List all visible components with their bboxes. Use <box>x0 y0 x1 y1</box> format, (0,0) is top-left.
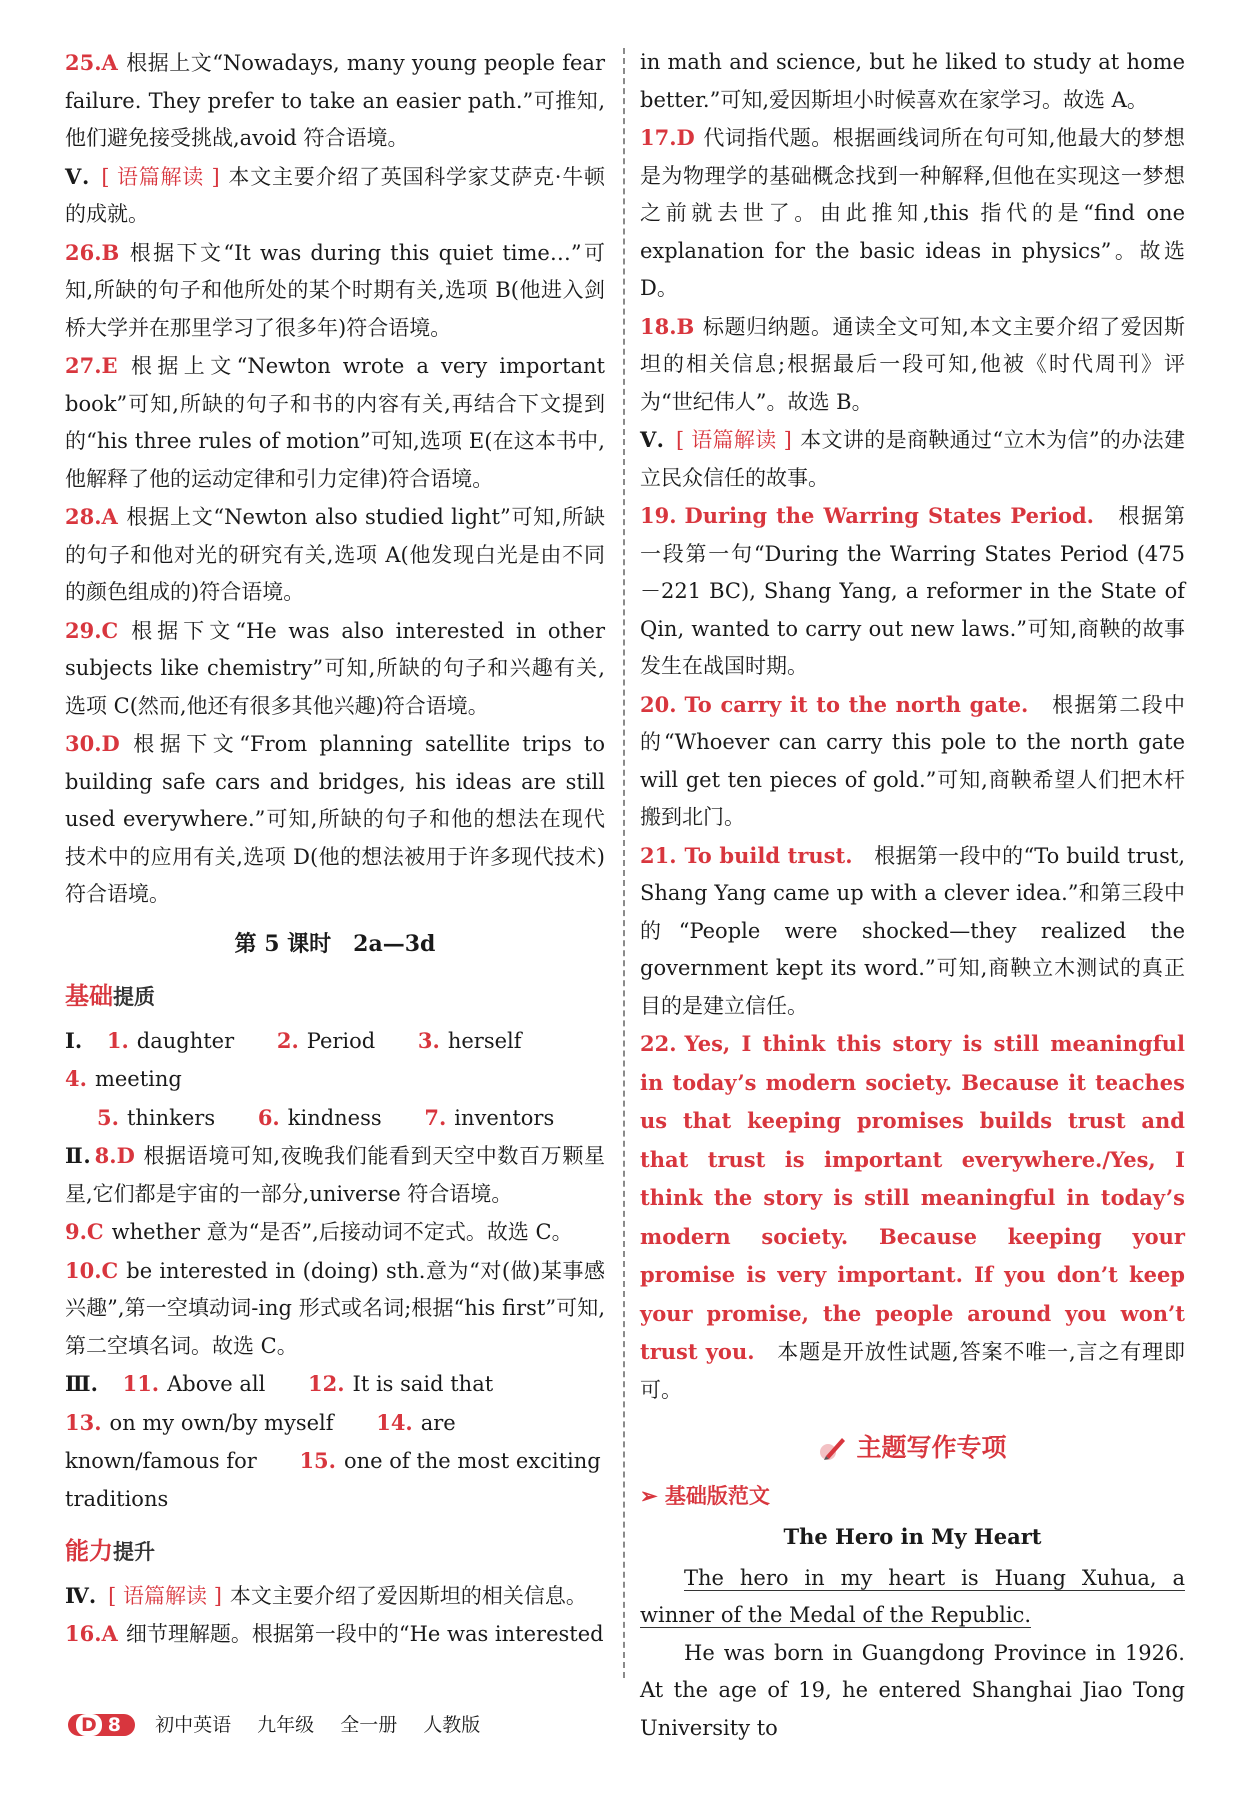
lesson-heading: 第 5 课时 2a—3d <box>234 930 436 957</box>
answer-25: 25.A 根据上文“Nowadays, many young people fear failure. They prefer to take an easier path.”可推知,他们避免接受挑战,avoid 符合语境。 <box>65 50 605 150</box>
basic-section-heading: 基础提质 <box>65 981 155 1010</box>
basic-sample-subhead: ➢ 基础版范文 <box>640 1482 770 1508</box>
section-5-reading: Ⅴ. [ 语篇解读 ] 本文主要介绍了英国科学家艾萨克·牛顿的成就。 <box>65 163 605 226</box>
answer-10: 10.C be interested in (doing) sth.意为“对(做)某事感兴趣”,第一空填动词-ing 形式或名词;根据“his first”可知,第二空填名词。故选 C。 <box>65 1257 605 1358</box>
footer-edition: 人教版 <box>423 1714 481 1736</box>
section-4-reading: Ⅳ. [ 语篇解读 ] 本文主要介绍了爱因斯坦的相关信息。 <box>65 1582 587 1608</box>
answer-17: 17.D 代词指代题。根据画线词所在句可知,他最大的梦想是为物理学的基础概念找到一种解释,但他在实现这一梦想之前就去世了。由此推知,this 指代的是“find one explanation for the basic ideas in physics”。故选 D。 <box>640 125 1185 300</box>
footer-volume: 全一册 <box>340 1714 398 1736</box>
footer-subject: 初中英语 <box>155 1714 232 1736</box>
essay-title: The Hero in My Heart <box>783 1524 1042 1549</box>
right-column <box>640 44 1185 1747</box>
essay-paragraph-1: The hero in my heart is Huang Xuhua, a winner of the Medal of the Republic. <box>640 1565 1185 1627</box>
answer-30: 30.D 根据下文“From planning satellite trips to building safe cars and bridges, his ideas are still used everywhere.”可知,所缺的句子和他的想法在现代技术中的应用有关,选项 D(他的想法被用于许多现代技术)符合语境。 <box>65 731 605 906</box>
ability-section-heading: 能力提升 <box>65 1536 155 1565</box>
column-divider <box>623 48 625 1678</box>
essay-paragraph-2: He was born in Guangdong Province in 1926. At the age of 19, he entered Shanghai Jiao Tong University to <box>640 1640 1185 1740</box>
footer-grade: 九年级 <box>257 1714 315 1736</box>
page-number-badge: D 8 <box>68 1714 135 1736</box>
answer-18: 18.B 标题归纳题。通读全文可知,本文主要介绍了爱因斯坦的相关信息;根据最后一段可知,他被《时代周刊》评为“世纪伟人”。故选 B。 <box>640 313 1185 414</box>
section-1-row-2: 5. thinkers 6. kindness 7. inventors <box>97 1104 555 1130</box>
answer-20: 20. To carry it to the north gate. 根据第二段中的“Whoever can carry this pole to the north gate will get ten pieces of gold.”可知,商鞅希望人们把木杆搬到北门。 <box>640 691 1186 829</box>
answer-8: Ⅱ. 8.D 根据语境可知,夜晚我们能看到天空中数百万颗星星,它们都是宇宙的一部分,universe 符合语境。 <box>65 1143 605 1206</box>
answer-19: 19. During the Warring States Period. 根据第一段第一句“During the Warring States Period (475－221 BC), Shang Yang, a reformer in the State of Qin, wanted to carry out new laws.”可知,商鞅的故事发生在战国时期。 <box>640 503 1185 678</box>
answer-22: 22. Yes, I think this story is still meaningful in today’s modern society. Because it teaches us that keeping promises builds trust and that trust is important everywhere./Yes, I think the story is still meaningful in today’s modern society. Because keeping your promise is very important. If you don’t keep your promise, the people around you won’t trust you. 本题是开放性试题,答案不唯一,言之有理即可。 <box>640 1031 1186 1402</box>
answer-26: 26.B 根据下文“It was during this quiet time…”可知,所缺的句子和他所处的某个时期有关,选项 B(他进入剑桥大学并在那里学习了很多年)符合语境。 <box>65 239 605 340</box>
page-footer <box>68 1710 500 1737</box>
answer-27: 27.E 根据上文“Newton wrote a very important book”可知,所缺的句子和书的内容有关,再结合下文提到的“his three rules of motion”可知,选项 E(在这本书中,他解释了他的运动定律和引力定律)符合语境。 <box>65 353 605 491</box>
answer-16: 16.A 细节理解题。根据第一段中的“He was interested <box>65 1621 604 1646</box>
answer-16-continued: in math and science, but he liked to study at home better.”可知,爱因斯坦小时候喜欢在家学习。故选 A。 <box>640 50 1185 112</box>
answer-29: 29.C 根据下文“He was also interested in other subjects like chemistry”可知,所缺的句子和兴趣有关,选项 C(然而,他还有很多其他兴趣)符合语境。 <box>65 617 605 718</box>
left-column <box>65 44 605 1654</box>
answer-9: 9.C whether 意为“是否”,后接动词不定式。故选 C。 <box>65 1219 573 1244</box>
answer-21: 21. To build trust. 根据第一段中的“To build trust, Shang Yang came up with a clever idea.”和第三段中的“People were shocked—they realized the government kept its word.”可知,商鞅立木测试的真正目的是建立信任。 <box>640 842 1186 1018</box>
pen-icon <box>818 1432 848 1462</box>
section-3-answers: Ⅲ. 11. Above all 12. It is said that 13. on my own/by myself 14. are known/famous for 15. one of the most exciting traditions <box>65 1371 601 1511</box>
section-1-row-1: Ⅰ. 1. daughter 2. Period 3. herself 4. meeting <box>65 1027 522 1091</box>
section-5-reading-right: Ⅴ. [ 语篇解读 ] 本文讲的是商鞅通过“立木为信”的办法建立民众信任的故事。 <box>640 427 1185 490</box>
answer-28: 28.A 根据上文“Newton also studied light”可知,所缺的句子和他对光的研究有关,选项 A(他发现白光是由不同的颜色组成的)符合语境。 <box>65 504 605 604</box>
topic-writing-heading: 主题写作专项 <box>640 1429 1185 1467</box>
